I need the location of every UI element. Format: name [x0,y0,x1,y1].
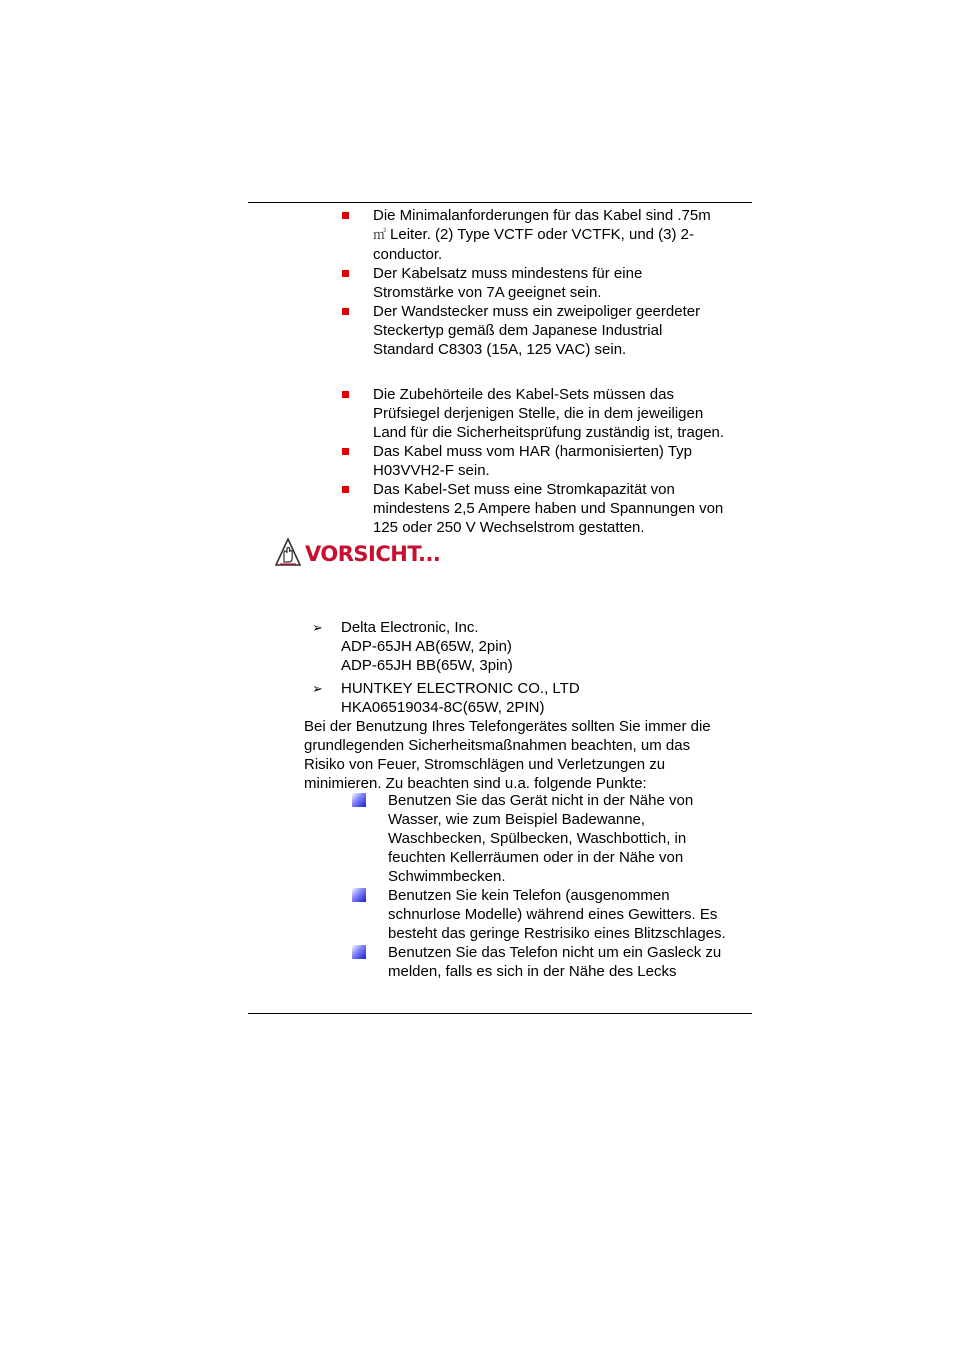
list-item-line [373,225,760,245]
list-item-line: 125 oder 250 V Wechselstrom gestatten. [373,519,645,536]
list-item-line: Stromstärke von 7A geeignet sein. [373,284,602,301]
paragraph-line: Risiko von Feuer, Stromschlägen und Verletzungen zu [304,756,666,773]
blue-square-bullet-icon [352,945,366,959]
blue-square-bullet-icon [352,793,366,807]
list-item [340,206,760,264]
list-item-line: mindestens 2,5 Ampere haben und Spannungen von [373,500,724,517]
list-item-line: Benutzen Sie kein Telefon (ausgenommen [388,887,670,904]
caution-heading [275,538,440,570]
list-item-line: feuchten Kellerräumen oder in der Nähe von [388,849,684,866]
phone-safety-list [352,791,772,981]
list-item-line: HKA06519034-8C(65W, 2PIN) [341,699,545,716]
cable-requirements-list-europe [340,385,760,537]
list-item-line: Die Zubehörteile des Kabel-Sets müssen das [373,386,674,403]
paragraph-line: grundlegenden Sicherheitsmaßnahmen beachten, um das [304,737,691,754]
header-rule [248,202,752,203]
arrow-bullet-icon: ➢ [312,620,323,635]
blue-square-bullet-icon [352,888,366,902]
list-item-line: Steckertyp gemäß dem Japanese Industrial [373,322,663,339]
list-item [340,264,760,302]
list-item [340,302,760,359]
red-square-bullet-icon [342,391,349,398]
list-item-line-text: Leiter. (2) Type VCTF oder VCTFK, und (3) 2- [390,226,695,243]
footer-rule [248,1013,752,1014]
list-item [340,385,760,442]
list-item-line: Das Kabel muss vom HAR (harmonisierten) Typ [373,443,692,460]
list-item-line: Das Kabel-Set muss eine Stromkapazität von [373,481,675,498]
red-square-bullet-icon [342,308,349,315]
list-item-line: Benutzen Sie das Telefon nicht um ein Gasleck zu [388,944,722,961]
red-square-bullet-icon [342,212,349,219]
list-item [312,618,732,675]
list-item-line: HUNTKEY ELECTRONIC CO., LTD [341,680,580,697]
list-item-line: Waschbecken, Spülbecken, Waschbottich, in [388,830,687,847]
list-item-line: conductor. [373,246,443,263]
list-item-line: Die Minimalanforderungen für das Kabel sind .75m [373,207,711,224]
list-item-line: Schwimmbecken. [388,868,506,885]
list-item-line: besteht das geringe Restrisiko eines Blitzschlages. [388,925,726,942]
list-item [340,480,760,537]
list-item-line: schnurlose Modelle) während eines Gewitters. Es [388,906,718,923]
list-item-line: H03VVH2-F sein. [373,462,490,479]
list-item [340,442,760,480]
list-item-line: melden, falls es sich in der Nähe des Lecks [388,963,677,980]
paragraph-line: minimieren. Zu beachten sind u.a. folgende Punkte: [304,775,647,792]
list-item-line: Land für die Sicherheitsprüfung zuständig ist, tragen. [373,424,725,441]
list-item-line: Delta Electronic, Inc. [341,619,479,636]
approved-adapters-list [312,618,732,721]
list-item-line: Der Kabelsatz muss mindestens für eine [373,265,643,282]
warning-hand-icon [275,538,301,571]
list-item-line: Standard C8303 (15A, 125 VAC) sein. [373,341,627,358]
list-item-line: Prüfsiegel derjenigen Stelle, die in dem jeweiligen [373,405,704,422]
list-item [312,679,732,717]
list-item-line: Der Wandstecker muss ein zweipoliger geerdeter [373,303,701,320]
red-square-bullet-icon [342,486,349,493]
list-item [352,791,772,886]
list-item [352,943,772,981]
list-item-line: Wasser, wie zum Beispiel Badewanne, [388,811,646,828]
cable-requirements-list-japan [340,206,760,359]
paragraph-line: Bei der Benutzung Ihres Telefongerätes sollten Sie immer die [304,718,711,735]
red-square-bullet-icon [342,448,349,455]
list-item-line: Benutzen Sie das Gerät nicht in der Nähe von [388,792,694,809]
square-meter-unit: ㎡ [373,228,387,243]
list-item [352,886,772,943]
list-item-line: ADP-65JH BB(65W, 3pin) [341,657,513,674]
red-square-bullet-icon [342,270,349,277]
list-item-line: ADP-65JH AB(65W, 2pin) [341,638,512,655]
arrow-bullet-icon: ➢ [312,681,323,696]
caution-label: VORSICHT... [305,542,441,566]
phone-safety-intro [304,717,754,793]
